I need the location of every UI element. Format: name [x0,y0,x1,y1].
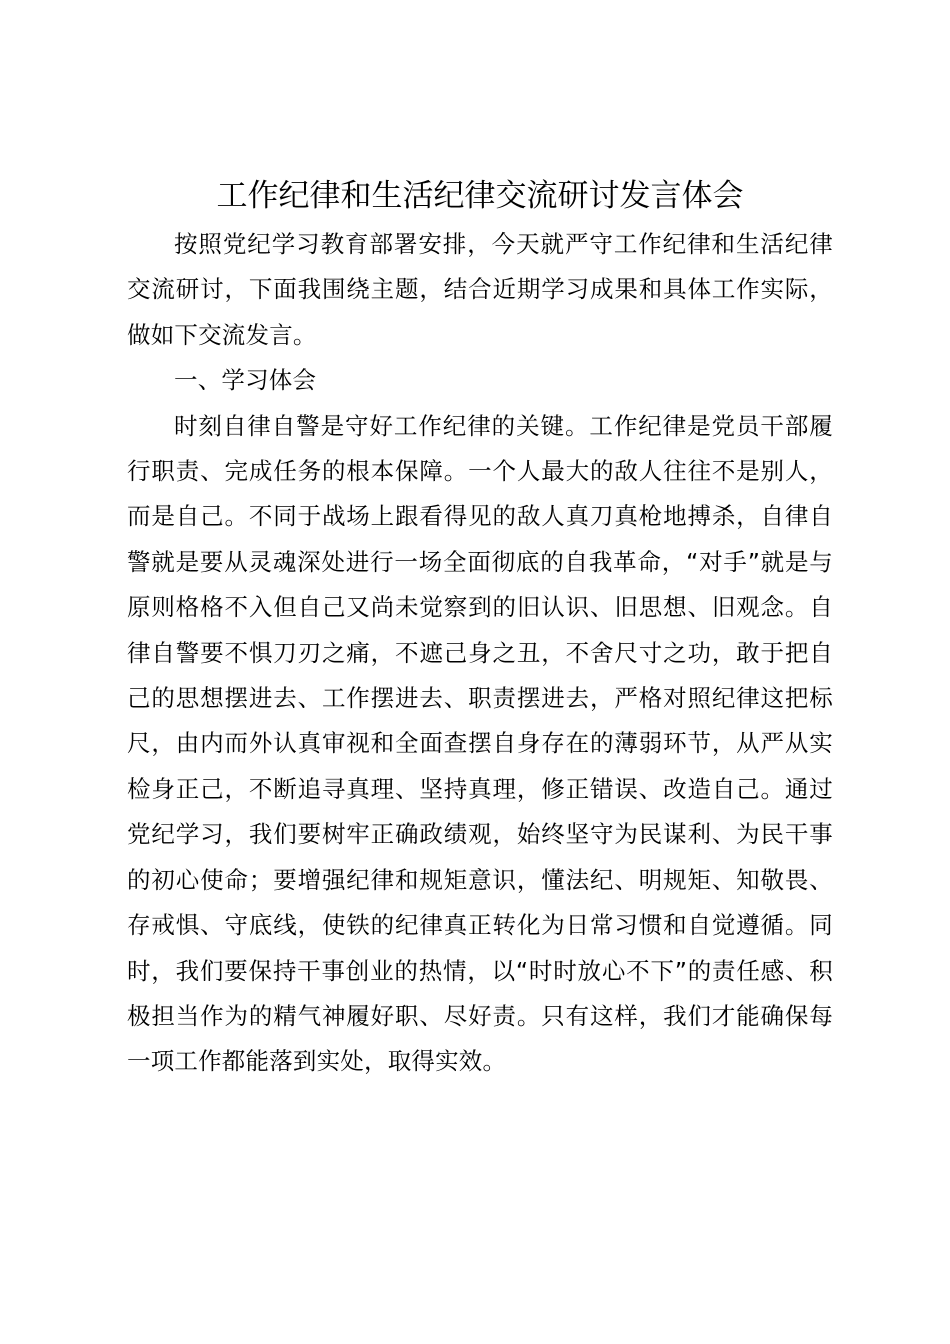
body-paragraph: 时刻自律自警是守好工作纪律的关键。工作纪律是党员干部履行职责、完成任务的根本保障。一个人最大的敌人往往不是别人，而是自己。不同于战场上跟看得见的敌人真刀真枪地搏杀，自律自警就是要从灵魂深处进行一场全面彻底的自我革命，“对手”就是与原则格格不入但自己又尚未觉察到的旧认识、旧思想、旧观念。自律自警要不惧刀刃之痛，不遮己身之丑，不舍尺寸之功，敢于把自己的思想摆进去、工作摆进去、职责摆进去，严格对照纪律这把标尺，由内而外认真审视和全面查摆自身存在的薄弱环节，从严从实检身正己，不断追寻真理、坚持真理，修正错误、改造自己。通过党纪学习，我们要树牢正确政绩观，始终坚守为民谋利、为民干事的初心使命；要增强纪律和规矩意识，懂法纪、明规矩、知敬畏、存戒惧、守底线，使铁的纪律真正转化为日常习惯和自觉遵循。同时，我们要保持干事创业的热情，以“时时放心不下”的责任感、积极担当作为的精气神履好职、尽好责。只有这样，我们才能确保每一项工作都能落到实处，取得实效。 [127,411,833,1076]
document-title: 工作纪律和生活纪律交流研讨发言体会 [216,178,744,214]
section-heading: 一、学习体会 [174,366,317,395]
document-page [127,172,833,1085]
intro-paragraph: 按照党纪学习教育部署安排，今天就严守工作纪律和生活纪律交流研讨，下面我围绕主题，结合近期学习成果和具体工作实际，做如下交流发言。 [127,230,833,349]
